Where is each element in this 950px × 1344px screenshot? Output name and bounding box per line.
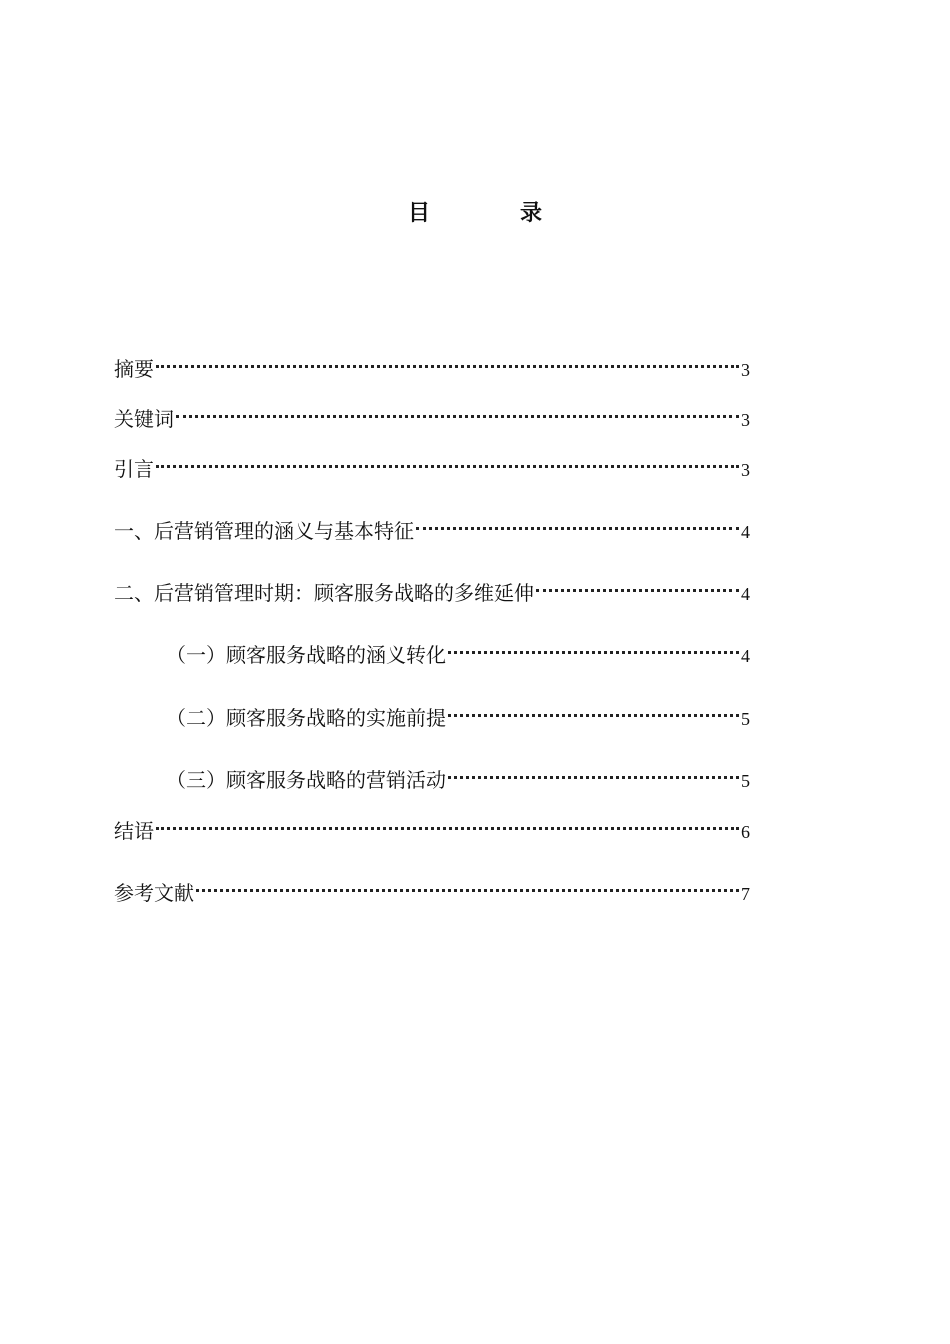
toc-entry-label: 关键词: [114, 407, 174, 431]
toc-entry-introduction[interactable]: [114, 448, 750, 481]
toc-dot-leader: [174, 398, 741, 426]
toc-entry-page: 3: [741, 360, 750, 380]
toc-dot-leader: [446, 697, 741, 725]
toc-entry-conclusion[interactable]: [114, 810, 750, 843]
toc-entry-page: 6: [741, 822, 750, 842]
toc-entry-page: 5: [741, 771, 750, 791]
toc-entry-label: 二、后营销管理时期：顾客服务战略的多维延伸: [114, 581, 534, 605]
toc-entry-page: 3: [741, 460, 750, 480]
toc-dot-leader: [414, 510, 741, 538]
toc-dot-leader: [194, 872, 741, 900]
toc-entry-page: 4: [741, 522, 750, 542]
toc-entry-subsection-2[interactable]: [166, 697, 750, 730]
toc-entry-label: 摘要: [114, 357, 154, 381]
toc-dot-leader: [154, 448, 741, 476]
toc-dot-leader: [534, 572, 741, 600]
toc-entry-subsection-1[interactable]: [166, 634, 750, 667]
toc-entry-subsection-3[interactable]: [166, 759, 750, 792]
toc-entry-page: 5: [741, 709, 750, 729]
toc-entry-label: （一）顾客服务战略的涵义转化: [166, 643, 446, 667]
toc-entry-section-2[interactable]: [114, 572, 750, 605]
toc-entry-label: 引言: [114, 457, 154, 481]
toc-entry-page: 3: [741, 410, 750, 430]
toc-entry-label: 结语: [114, 819, 154, 843]
toc-entry-abstract[interactable]: [114, 348, 750, 381]
toc-entry-page: 7: [741, 884, 750, 904]
toc-dot-leader: [154, 348, 741, 376]
toc-dot-leader: [446, 759, 741, 787]
toc-entry-page: 4: [741, 646, 750, 666]
toc-title: 目 录: [407, 200, 576, 226]
toc-entry-label: （二）顾客服务战略的实施前提: [166, 706, 446, 730]
toc-entry-label: （三）顾客服务战略的营销活动: [166, 768, 446, 792]
toc-entry-label: 一、后营销管理的涵义与基本特征: [114, 519, 414, 543]
toc-entry-section-1[interactable]: [114, 510, 750, 543]
toc-dot-leader: [154, 810, 741, 838]
toc-entry-label: 参考文献: [114, 881, 194, 905]
toc-dot-leader: [446, 634, 741, 662]
toc-entry-page: 4: [741, 584, 750, 604]
toc-entry-references[interactable]: [114, 872, 750, 905]
toc-entry-keywords[interactable]: [114, 398, 750, 431]
